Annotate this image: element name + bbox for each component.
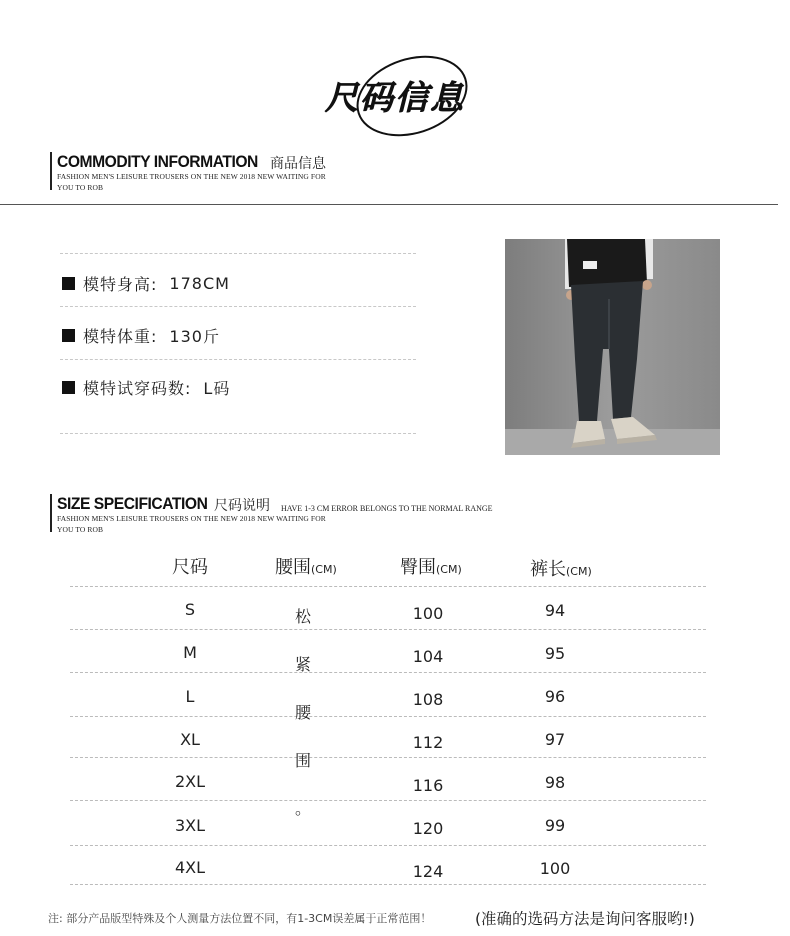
row-divider bbox=[70, 884, 706, 885]
cell-size: 4XL bbox=[174, 858, 206, 877]
bullet-square-icon bbox=[62, 381, 75, 394]
cell-size: 2XL bbox=[174, 772, 206, 791]
cell-hip: 120 bbox=[412, 819, 444, 838]
model-weight-row bbox=[62, 324, 220, 347]
waist-note-char: 松 bbox=[294, 607, 311, 626]
table-header-size bbox=[172, 553, 208, 579]
cell-hip: 112 bbox=[412, 733, 444, 752]
info-divider bbox=[60, 253, 416, 254]
table-header-waist bbox=[275, 553, 337, 579]
info-value: 178CM bbox=[169, 274, 230, 293]
footnote-measurement: 注: 部分产品版型特殊及个人测量方法位置不同，有1-3CM误差属于正常范围！ bbox=[48, 912, 432, 925]
info-label: 模特试穿码数: bbox=[83, 379, 192, 398]
cell-length: 94 bbox=[544, 601, 566, 620]
header-label: 臀围 bbox=[400, 557, 436, 578]
waist-note-char: 腰 bbox=[294, 703, 311, 722]
commodity-subtitle bbox=[57, 171, 326, 193]
model-height-row bbox=[62, 272, 230, 295]
info-value: 130斤 bbox=[169, 327, 220, 346]
cell-length: 99 bbox=[544, 816, 566, 835]
waist-note-char: 围 bbox=[294, 751, 311, 770]
page-title: 尺码信息 bbox=[325, 78, 465, 117]
model-size-row bbox=[62, 376, 230, 399]
model-photo bbox=[505, 239, 720, 455]
size-spec-subtitle-line1: FASHION MEN'S LEISURE TROUSERS ON THE NEW 2018 NEW WAITING FOR bbox=[57, 514, 326, 523]
cell-size: XL bbox=[180, 730, 200, 749]
row-divider bbox=[70, 800, 706, 801]
header-unit: (CM) bbox=[436, 563, 462, 576]
row-divider bbox=[70, 757, 706, 758]
header-label: 尺码 bbox=[172, 557, 208, 578]
row-divider bbox=[70, 629, 706, 630]
commodity-heading-cn: 商品信息 bbox=[270, 156, 326, 172]
size-spec-subtitle-line2: YOU TO ROB bbox=[57, 525, 104, 534]
waist-note-char: 紧 bbox=[294, 655, 311, 674]
commodity-subtitle-line1: FASHION MEN'S LEISURE TROUSERS ON THE NEW 2018 NEW WAITING FOR bbox=[57, 172, 326, 181]
size-spec-error-note: HAVE 1-3 CM ERROR BELONGS TO THE NORMAL RANGE bbox=[281, 504, 493, 513]
bullet-square-icon bbox=[62, 329, 75, 342]
footnote-customer-service: (准确的选码方法是询问客服哟!) bbox=[475, 910, 695, 928]
size-spec-heading: SIZE SPECIFICATION bbox=[57, 494, 208, 513]
cell-hip: 108 bbox=[412, 690, 444, 709]
size-spec-subtitle bbox=[57, 513, 326, 535]
info-divider bbox=[60, 306, 416, 307]
row-divider bbox=[70, 586, 706, 587]
section-divider bbox=[0, 204, 778, 205]
cell-size: M bbox=[183, 643, 197, 662]
header-unit: (CM) bbox=[566, 565, 592, 578]
info-value: L码 bbox=[203, 379, 231, 398]
info-label: 模特身高: bbox=[83, 275, 158, 294]
table-header-length bbox=[530, 555, 592, 581]
cell-hip: 124 bbox=[412, 862, 444, 881]
row-divider bbox=[70, 845, 706, 846]
cell-length: 96 bbox=[544, 687, 566, 706]
table-header-hip bbox=[400, 553, 462, 579]
section-bar bbox=[50, 152, 52, 190]
header-label: 腰围 bbox=[275, 557, 311, 578]
waist-note-char: 。 bbox=[294, 799, 311, 818]
info-divider bbox=[60, 433, 416, 434]
cell-hip: 104 bbox=[412, 647, 444, 666]
section-bar bbox=[50, 494, 52, 532]
title-logo bbox=[300, 52, 490, 136]
info-divider bbox=[60, 359, 416, 360]
cell-size: 3XL bbox=[174, 816, 206, 835]
commodity-subtitle-line2: YOU TO ROB bbox=[57, 183, 104, 192]
bullet-square-icon bbox=[62, 277, 75, 290]
cell-length: 97 bbox=[544, 730, 566, 749]
header-unit: (CM) bbox=[311, 563, 337, 576]
commodity-heading: COMMODITY INFORMATION bbox=[57, 152, 258, 171]
info-label: 模特体重: bbox=[83, 327, 158, 346]
cell-hip: 116 bbox=[412, 776, 444, 795]
cell-length: 100 bbox=[539, 859, 571, 878]
cell-hip: 100 bbox=[412, 604, 444, 623]
cell-length: 98 bbox=[544, 773, 566, 792]
row-divider bbox=[70, 716, 706, 717]
cell-length: 95 bbox=[544, 644, 566, 663]
size-spec-heading-cn: 尺码说明 bbox=[214, 498, 270, 514]
cell-size: L bbox=[185, 687, 195, 706]
header-label: 裤长 bbox=[530, 559, 566, 580]
cell-size: S bbox=[184, 600, 196, 619]
row-divider bbox=[70, 672, 706, 673]
